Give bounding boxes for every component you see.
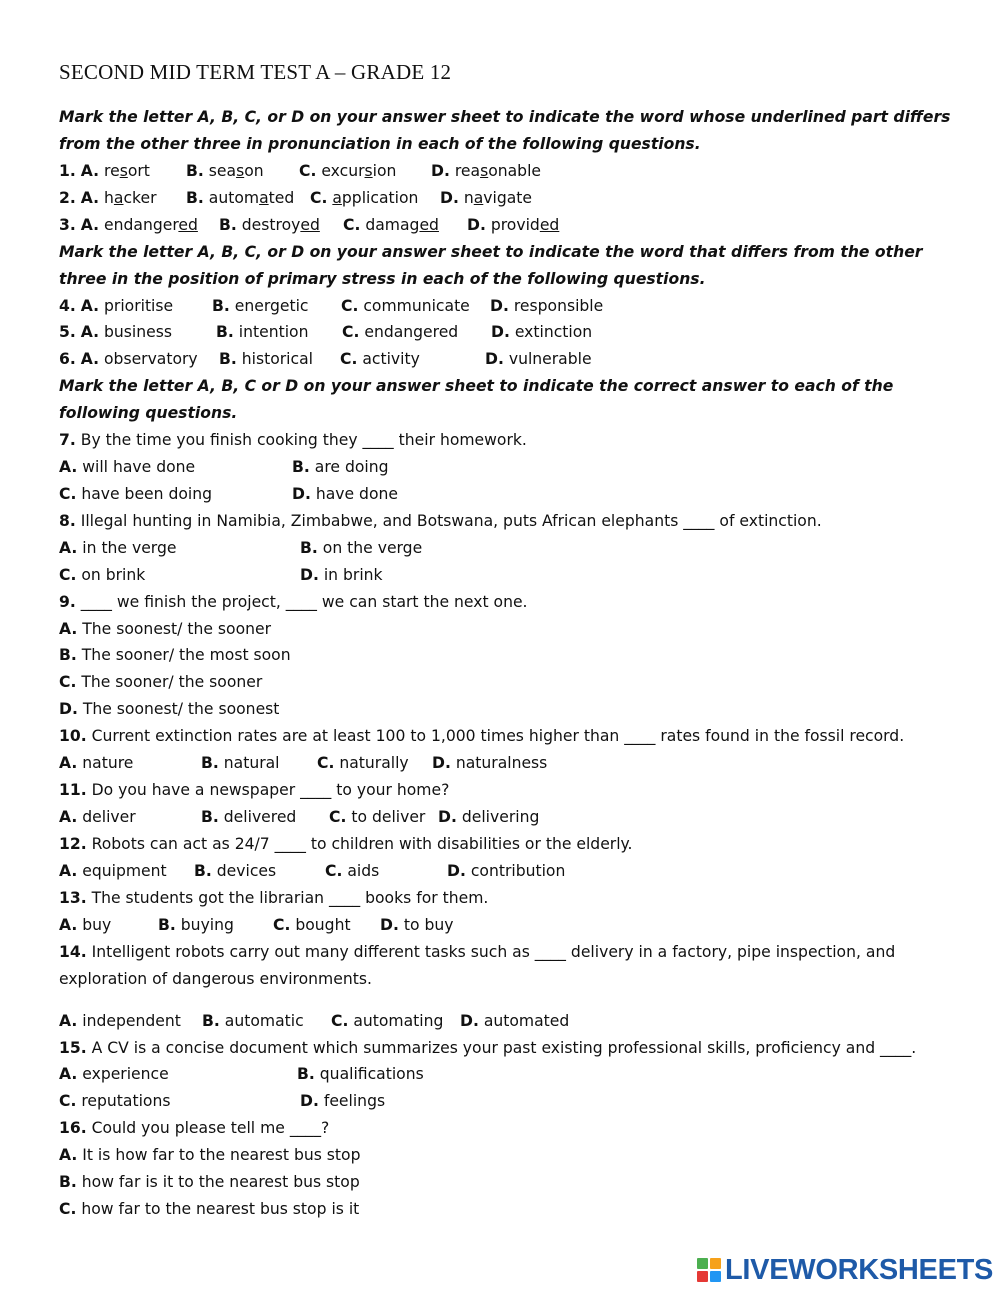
- page-title: SECOND MID TERM TEST A – GRADE 12: [59, 60, 452, 84]
- question-14-stem-line-2: exploration of dangerous environments.: [59, 970, 372, 988]
- liveworksheets-watermark: [697, 1255, 993, 1285]
- q1-option-d[interactable]: reasonable: [454, 162, 541, 180]
- q13-option-c[interactable]: bought: [295, 916, 351, 934]
- q16-option-b[interactable]: B. how far is it to the nearest bus stop: [59, 1173, 360, 1191]
- question-7-stem: 7. By the time you finish cooking they ____ their homework.: [59, 431, 527, 449]
- q9-option-d[interactable]: D. The soonest/ the soonest: [59, 700, 280, 718]
- q1-option-a[interactable]: resort: [104, 162, 150, 180]
- q14-option-c[interactable]: automating: [353, 1012, 444, 1030]
- q3-option-c[interactable]: damaged: [365, 216, 439, 234]
- q4-option-b[interactable]: energetic: [234, 297, 309, 315]
- question-14-stem-line-1: 14. Intelligent robots carry out many different tasks such as ____ delivery in a factory, pipe inspection, and: [59, 943, 896, 961]
- q1-option-b[interactable]: season: [208, 162, 264, 180]
- q1-option-c[interactable]: excursion: [321, 162, 397, 180]
- q7-option-c[interactable]: have been doing: [81, 485, 213, 503]
- q7-option-d[interactable]: have done: [315, 485, 398, 503]
- q8-option-c[interactable]: on brink: [81, 566, 146, 584]
- q8-option-d[interactable]: in brink: [323, 566, 383, 584]
- question-16-stem: 16. Could you please tell me ____?: [59, 1119, 330, 1137]
- q2-option-b[interactable]: automated: [208, 189, 295, 207]
- q9-option-a[interactable]: A. The soonest/ the sooner: [59, 620, 271, 638]
- q12-option-c[interactable]: aids: [347, 862, 380, 880]
- instruction-pronunciation-line-1: Mark the letter A, B, C, or D on your answer sheet to indicate the word whose underlined part differs: [59, 108, 951, 126]
- q10-option-a[interactable]: nature: [82, 754, 134, 772]
- q14-option-a[interactable]: independent: [82, 1012, 181, 1030]
- q6-option-c[interactable]: activity: [362, 350, 420, 368]
- q2-option-a[interactable]: hacker: [104, 189, 157, 207]
- q6-option-a[interactable]: observatory: [104, 350, 198, 368]
- q13-option-a[interactable]: buy: [82, 916, 112, 934]
- q16-option-c[interactable]: C. how far to the nearest bus stop is it: [59, 1200, 360, 1218]
- q12-option-b[interactable]: devices: [216, 862, 277, 880]
- q14-option-b[interactable]: automatic: [224, 1012, 304, 1030]
- q2-option-d[interactable]: navigate: [463, 189, 533, 207]
- instruction-stress-line-2: three in the position of primary stress in each of the following questions.: [59, 270, 706, 288]
- q8-option-b[interactable]: on the verge: [322, 539, 423, 557]
- q10-option-b[interactable]: natural: [223, 754, 280, 772]
- q12-option-d[interactable]: contribution: [470, 862, 566, 880]
- q15-option-c[interactable]: reputations: [81, 1092, 171, 1110]
- q6-option-b[interactable]: historical: [241, 350, 313, 368]
- q10-option-d[interactable]: naturalness: [455, 754, 548, 772]
- question-15-stem: 15. A CV is a concise document which summarizes your past existing professional skills, proficiency and ____.: [59, 1039, 917, 1057]
- q7-option-a[interactable]: will have done: [82, 458, 196, 476]
- q9-option-b[interactable]: B. The sooner/ the most soon: [59, 646, 291, 664]
- liveworksheets-text: LIVEWORKSHEETS: [725, 1254, 994, 1286]
- question-10-stem: 10. Current extinction rates are at least 100 to 1,000 times higher than ____ rates found in the fossil record.: [59, 727, 905, 745]
- logo-block-red: [697, 1271, 708, 1282]
- q5-option-b[interactable]: intention: [238, 323, 309, 341]
- q5-option-d[interactable]: extinction: [514, 323, 593, 341]
- instruction-pronunciation-line-2: from the other three in pronunciation in each of the following questions.: [59, 135, 701, 153]
- q3-option-d[interactable]: provided: [490, 216, 560, 234]
- q12-option-a[interactable]: equipment: [82, 862, 167, 880]
- q5-option-a[interactable]: business: [104, 323, 172, 341]
- q4-option-a[interactable]: prioritise: [104, 297, 174, 315]
- q11-option-d[interactable]: delivering: [461, 808, 540, 826]
- q5-option-c[interactable]: endangered: [364, 323, 459, 341]
- instruction-mcq-line-1: Mark the letter A, B, C or D on your answer sheet to indicate the correct answer to each of the: [59, 377, 894, 395]
- instruction-mcq-line-2: following questions.: [59, 404, 238, 422]
- q7-option-b[interactable]: are doing: [314, 458, 389, 476]
- question-8-stem: 8. Illegal hunting in Namibia, Zimbabwe, and Botswana, puts African elephants ____ of extinction.: [59, 512, 822, 530]
- q15-option-b[interactable]: qualifications: [319, 1065, 424, 1083]
- q10-option-c[interactable]: naturally: [339, 754, 409, 772]
- q11-option-a[interactable]: deliver: [82, 808, 136, 826]
- q4-option-c[interactable]: communicate: [363, 297, 470, 315]
- logo-block-orange: [710, 1258, 721, 1269]
- q8-option-a[interactable]: in the verge: [82, 539, 177, 557]
- logo-block-blue: [710, 1271, 721, 1282]
- q11-option-c[interactable]: to deliver: [351, 808, 426, 826]
- q6-option-d[interactable]: vulnerable: [508, 350, 592, 368]
- liveworksheets-logo-icon: [697, 1258, 721, 1282]
- q3-option-b[interactable]: destroyed: [241, 216, 320, 234]
- question-12-stem: 12. Robots can act as 24/7 ____ to children with disabilities or the elderly.: [59, 835, 633, 853]
- q11-option-b[interactable]: delivered: [223, 808, 297, 826]
- q14-option-d[interactable]: automated: [483, 1012, 570, 1030]
- question-11-stem: 11. Do you have a newspaper ____ to your home?: [59, 781, 450, 799]
- q9-option-c[interactable]: C. The sooner/ the sooner: [59, 673, 263, 691]
- q13-option-d[interactable]: to buy: [403, 916, 454, 934]
- logo-block-green: [697, 1258, 708, 1269]
- q16-option-a[interactable]: A. It is how far to the nearest bus stop: [59, 1146, 361, 1164]
- q2-option-c[interactable]: application: [332, 189, 419, 207]
- instruction-stress-line-1: Mark the letter A, B, C, or D on your answer sheet to indicate the word that differs from the other: [59, 243, 923, 261]
- q13-option-b[interactable]: buying: [180, 916, 234, 934]
- question-9-stem: 9. ____ we finish the project, ____ we can start the next one.: [59, 593, 528, 611]
- q3-option-a[interactable]: endangered: [104, 216, 198, 234]
- q4-option-d[interactable]: responsible: [513, 297, 604, 315]
- question-13-stem: 13. The students got the librarian ____ books for them.: [59, 889, 489, 907]
- q15-option-d[interactable]: feelings: [323, 1092, 386, 1110]
- q15-option-a[interactable]: experience: [82, 1065, 169, 1083]
